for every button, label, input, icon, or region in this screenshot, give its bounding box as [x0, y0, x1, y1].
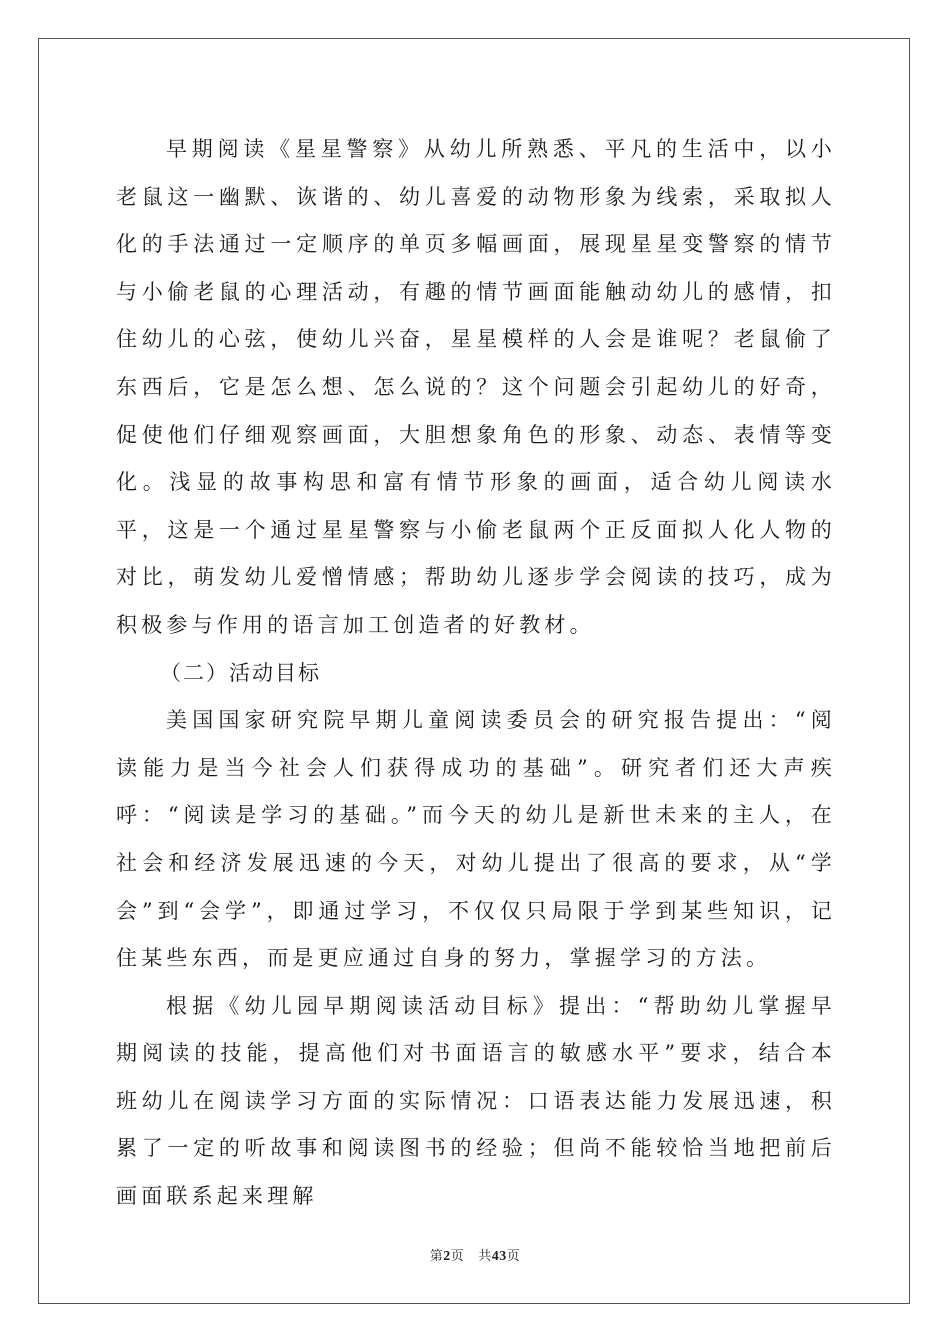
- document-body: [116, 126, 836, 1221]
- total-suffix: 页: [506, 1249, 521, 1264]
- total-pages: 43: [491, 1249, 507, 1264]
- page-footer: [0, 1245, 950, 1265]
- section-heading-activity-goals: （二）活动目标: [160, 660, 321, 685]
- paragraph-kindergarten-goals: 根据《幼儿园早期阅读活动目标》提出：“帮助幼儿掌握早期阅读的技能，提高他们对书面语言的敏感水平”要求，结合本班幼儿在阅读学习方面的实际情况：口语表达能力发展迅速，积累了一定的听故事和阅读图书的经验；但尚不能较恰当地把前后画面联系起来理解: [116, 993, 836, 1209]
- page-number: 2: [443, 1249, 451, 1264]
- paragraph-research-report: 美国国家研究院早期儿童阅读委员会的研究报告提出：“阅读能力是当今社会人们获得成功的基础”。研究者们还大声疾呼：“阅读是学习的基础。”而今天的幼儿是新世未来的主人，在社会和经济发展迅速的今天，对幼儿提出了很高的要求，从“学会”到“会学”，即通过学习，不仅仅只局限于学到某些知识，记住某些东西，而是更应通过自身的努力，掌握学习的方法。: [116, 708, 836, 971]
- paragraph-story-analysis: 早期阅读《星星警察》从幼儿所熟悉、平凡的生活中，以小老鼠这一幽默、诙谐的、幼儿喜爱的动物形象为线索，采取拟人化的手法通过一定顺序的单页多幅画面，展现星星变警察的情节与小偷老鼠的心理活动，有趣的情节画面能触动幼儿的感情，扣住幼儿的心弦，使幼儿兴奋，星星模样的人会是谁呢？老鼠偷了东西后，它是怎么想、怎么说的？这个问题会引起幼儿的好奇，促使他们仔细观察画面，大胆想象角色的形象、动态、表情等变化。浅显的故事构思和富有情节形象的画面，适合幼儿阅读水平，这是一个通过星星警察与小偷老鼠两个正反面拟人化人物的对比，萌发幼儿爱憎情感；帮助幼儿逐步学会阅读的技巧，成为积极参与作用的语言加工创造者的好教材。: [116, 137, 836, 637]
- total-prefix: 共: [478, 1249, 492, 1264]
- page-suffix: 页: [450, 1249, 465, 1264]
- page-prefix: 第: [429, 1249, 444, 1264]
